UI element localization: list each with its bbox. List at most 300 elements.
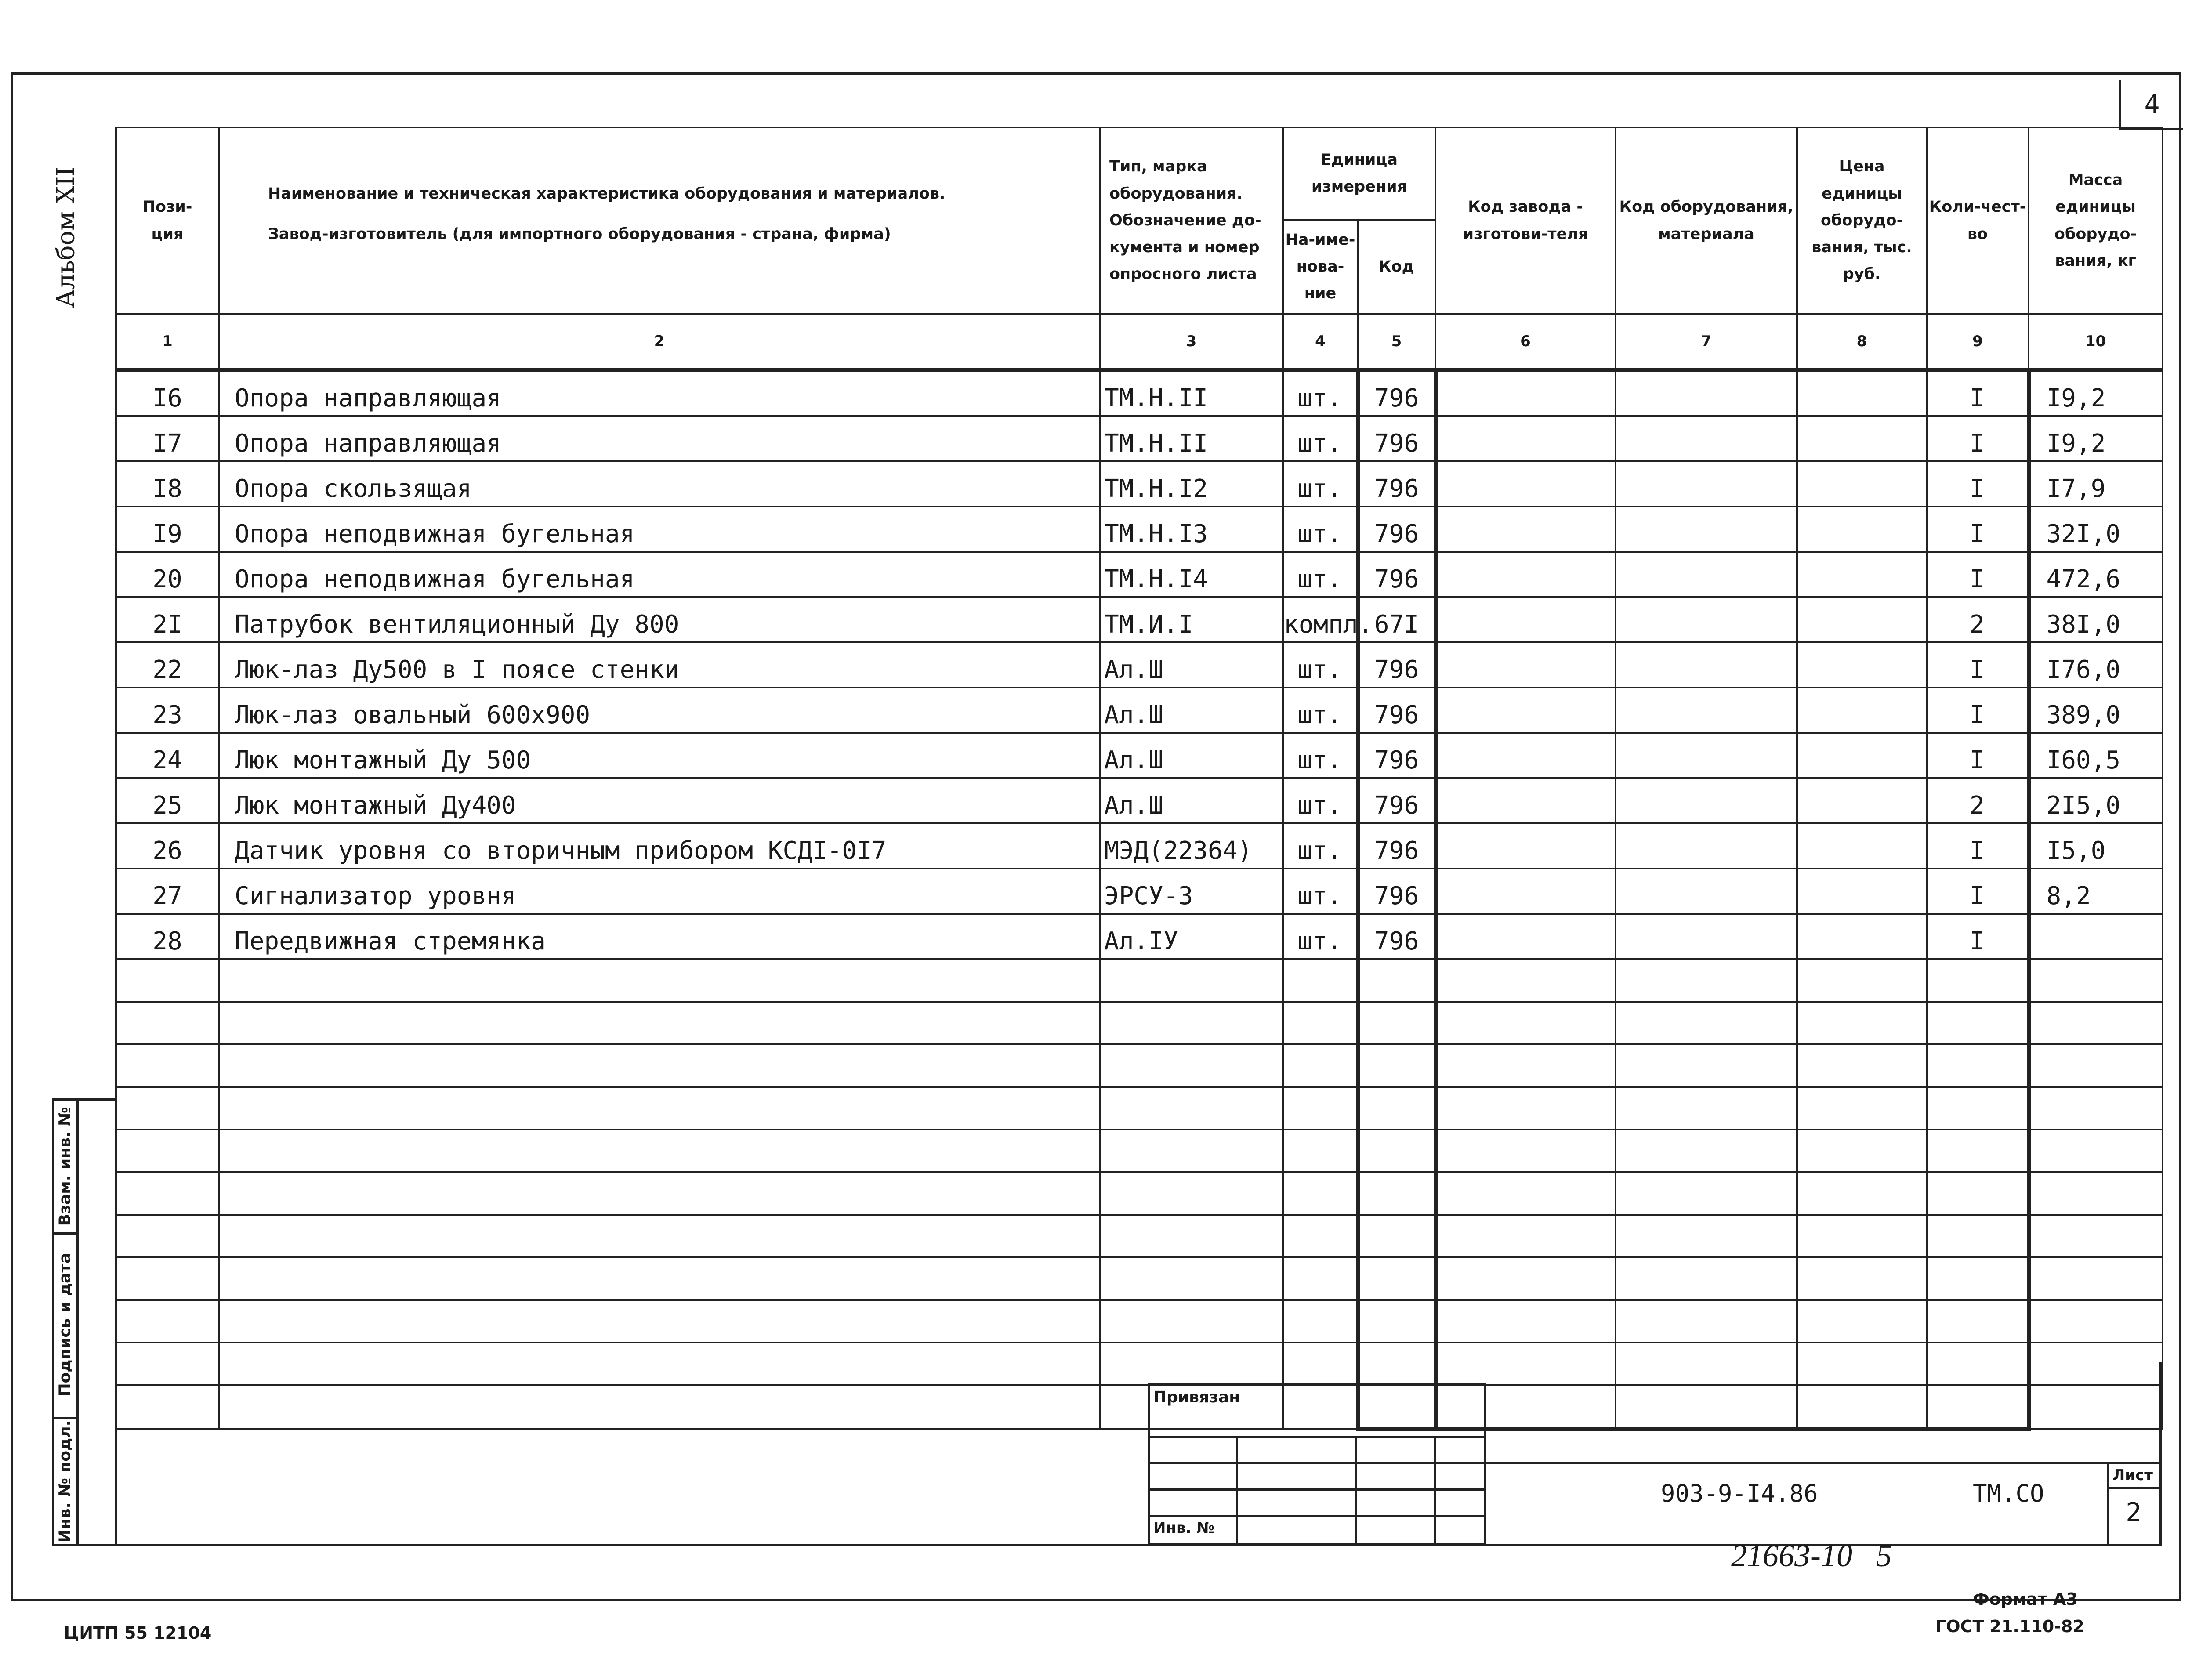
cell-3: Ал.Ш — [1100, 688, 1283, 733]
header-pos: Пози- ция — [116, 127, 219, 314]
cell-3 — [1100, 1172, 1283, 1215]
cell-2 — [219, 1257, 1100, 1300]
column-numbers-row — [116, 314, 2163, 370]
cell-8 — [1797, 597, 1927, 642]
cell-5: 796 — [1358, 869, 1435, 914]
cell-7 — [1616, 597, 1797, 642]
header-equip-code: Код оборудования, материала — [1616, 127, 1797, 314]
cell-4: шт. — [1283, 642, 1358, 688]
cell-7 — [1616, 416, 1797, 461]
cell-8 — [1797, 507, 1927, 552]
privyazan-label: Привязан — [1153, 1388, 1240, 1406]
cell-1 — [116, 1087, 219, 1130]
table-row — [116, 914, 2163, 959]
cell-8 — [1797, 461, 1927, 507]
doc-mark: ТМ.СО — [1973, 1480, 2044, 1507]
header-row — [116, 127, 2163, 220]
empty-row — [116, 1385, 2163, 1429]
cell-7 — [1616, 778, 1797, 823]
cell-1 — [116, 1044, 219, 1087]
cell-7 — [1616, 1385, 1797, 1429]
cell-8 — [1797, 370, 1927, 416]
cell-9: I — [1927, 733, 2029, 778]
header-qty: Коли-чест-во — [1927, 127, 2029, 314]
cell-7 — [1616, 688, 1797, 733]
cell-10: 32I,0 — [2029, 507, 2163, 552]
cell-10 — [2029, 1257, 2163, 1300]
empty-row — [116, 1215, 2163, 1257]
cell-2: Опора направляющая — [219, 370, 1100, 416]
header-unit-name: На-име-нова-ние — [1283, 220, 1358, 314]
cell-1: 25 — [116, 778, 219, 823]
table-row — [116, 597, 2163, 642]
handwritten-archive-number: 21663-10 5 — [1731, 1538, 1892, 1573]
stamp-inv-podl: Инв. № подл. — [56, 1420, 74, 1543]
cell-10: I76,0 — [2029, 642, 2163, 688]
col-num: 10 — [2029, 314, 2163, 370]
cell-3 — [1100, 1215, 1283, 1257]
cell-7 — [1616, 1044, 1797, 1087]
header-maker-code: Код завода - изготови-теля — [1435, 127, 1616, 314]
cell-1 — [116, 1257, 219, 1300]
cell-1: 27 — [116, 869, 219, 914]
cell-8 — [1797, 1300, 1927, 1343]
cell-10: I9,2 — [2029, 416, 2163, 461]
cell-9 — [1927, 959, 2029, 1002]
cell-5 — [1358, 1257, 1435, 1300]
cell-6 — [1435, 733, 1616, 778]
cell-10 — [2029, 1044, 2163, 1087]
cell-9: 2 — [1927, 778, 2029, 823]
cell-9: I — [1927, 642, 2029, 688]
cell-10 — [2029, 1130, 2163, 1172]
cell-1 — [116, 1215, 219, 1257]
cell-10: I5,0 — [2029, 823, 2163, 869]
cell-2 — [219, 1172, 1100, 1215]
col-num: 3 — [1100, 314, 1283, 370]
cell-9 — [1927, 1385, 2029, 1429]
cell-10: 38I,0 — [2029, 597, 2163, 642]
cell-2: Датчик уровня со вторичным прибором КСДI-0I7 — [219, 823, 1100, 869]
cell-7 — [1616, 461, 1797, 507]
cell-4: шт. — [1283, 552, 1358, 597]
cell-8 — [1797, 733, 1927, 778]
cell-4 — [1283, 1215, 1358, 1257]
cell-7 — [1616, 869, 1797, 914]
cell-7 — [1616, 1300, 1797, 1343]
doc-code: 903-9-I4.86 — [1661, 1480, 1818, 1507]
header-type: Тип, марка оборудования. Обозначение до-кумента и номер опросного листа — [1100, 127, 1283, 314]
cell-7 — [1616, 733, 1797, 778]
cell-9 — [1927, 1130, 2029, 1172]
cell-3: Ал.Ш — [1100, 778, 1283, 823]
cell-6 — [1435, 1130, 1616, 1172]
cell-5: 796 — [1358, 552, 1435, 597]
cell-2: Опора направляющая — [219, 416, 1100, 461]
cell-6 — [1435, 461, 1616, 507]
cell-7 — [1616, 1215, 1797, 1257]
cell-5: 796 — [1358, 778, 1435, 823]
cell-7 — [1616, 1087, 1797, 1130]
cell-9: I — [1927, 416, 2029, 461]
cell-8 — [1797, 914, 1927, 959]
cell-10 — [2029, 959, 2163, 1002]
cell-5 — [1358, 1130, 1435, 1172]
cell-6 — [1435, 642, 1616, 688]
cell-2: Сигнализатор уровня — [219, 869, 1100, 914]
format-label: Формат А3 — [1973, 1589, 2078, 1609]
cell-4 — [1283, 959, 1358, 1002]
col-num: 8 — [1797, 314, 1927, 370]
cell-10: 389,0 — [2029, 688, 2163, 733]
cell-4: шт. — [1283, 778, 1358, 823]
cell-3: ЭРСУ-3 — [1100, 869, 1283, 914]
cell-8 — [1797, 1343, 1927, 1385]
cell-6 — [1435, 1087, 1616, 1130]
cell-9: I — [1927, 914, 2029, 959]
cell-9: I — [1927, 688, 2029, 733]
stamp-vzam-inv: Взам. инв. № — [56, 1107, 74, 1226]
cell-8 — [1797, 1044, 1927, 1087]
list-number: 2 — [2126, 1497, 2142, 1528]
cell-6 — [1435, 552, 1616, 597]
header-price: Цена единицы оборудо-вания, тыс. руб. — [1797, 127, 1927, 314]
cell-10 — [2029, 1385, 2163, 1429]
empty-row — [116, 1343, 2163, 1385]
cell-1: I7 — [116, 416, 219, 461]
cell-1: 24 — [116, 733, 219, 778]
cell-9 — [1927, 1300, 2029, 1343]
cell-9: I — [1927, 869, 2029, 914]
empty-row — [116, 959, 2163, 1002]
cell-8 — [1797, 688, 1927, 733]
cell-10 — [2029, 1172, 2163, 1215]
cell-8 — [1797, 1172, 1927, 1215]
cell-9: I — [1927, 370, 2029, 416]
cell-2: Люк-лаз Ду500 в I поясе стенки — [219, 642, 1100, 688]
table-row — [116, 778, 2163, 823]
cell-4: шт. — [1283, 823, 1358, 869]
cell-6 — [1435, 1300, 1616, 1343]
cell-2 — [219, 1087, 1100, 1130]
cell-1: 2I — [116, 597, 219, 642]
cell-3 — [1100, 959, 1283, 1002]
empty-row — [116, 1300, 2163, 1343]
cell-1 — [116, 959, 219, 1002]
table-row — [116, 733, 2163, 778]
cell-5: 67I — [1358, 597, 1435, 642]
cell-6 — [1435, 416, 1616, 461]
cell-4 — [1283, 1300, 1358, 1343]
cell-10 — [2029, 1087, 2163, 1130]
cell-5: 796 — [1358, 642, 1435, 688]
cell-7 — [1616, 823, 1797, 869]
cell-3: Ал.Ш — [1100, 733, 1283, 778]
cell-3: ТМ.Н.I4 — [1100, 552, 1283, 597]
title-block-top — [1486, 1462, 2162, 1464]
cell-9 — [1927, 1215, 2029, 1257]
cell-7 — [1616, 1257, 1797, 1300]
cell-10 — [2029, 914, 2163, 959]
empty-row — [116, 1172, 2163, 1215]
cell-9 — [1927, 1002, 2029, 1044]
cell-5 — [1358, 959, 1435, 1002]
cell-6 — [1435, 1172, 1616, 1215]
cell-7 — [1616, 370, 1797, 416]
empty-row — [116, 1130, 2163, 1172]
table-row — [116, 370, 2163, 416]
cell-7 — [1616, 1002, 1797, 1044]
col-num: 4 — [1283, 314, 1358, 370]
cell-9 — [1927, 1343, 2029, 1385]
col-num: 1 — [116, 314, 219, 370]
cell-3 — [1100, 1002, 1283, 1044]
cell-2 — [219, 1343, 1100, 1385]
cell-5 — [1358, 1300, 1435, 1343]
cell-4 — [1283, 1257, 1358, 1300]
cell-4: шт. — [1283, 370, 1358, 416]
tsitp-label: ЦИТП 55 12104 — [64, 1623, 212, 1643]
cell-10 — [2029, 1343, 2163, 1385]
cell-9 — [1927, 1257, 2029, 1300]
cell-6 — [1435, 688, 1616, 733]
empty-row — [116, 1044, 2163, 1087]
cell-4: шт. — [1283, 507, 1358, 552]
table-row — [116, 688, 2163, 733]
cell-6 — [1435, 778, 1616, 823]
cell-8 — [1797, 1257, 1927, 1300]
table-row — [116, 507, 2163, 552]
cell-2 — [219, 1300, 1100, 1343]
cell-6 — [1435, 597, 1616, 642]
cell-5: 796 — [1358, 823, 1435, 869]
cell-8 — [1797, 959, 1927, 1002]
cell-2 — [219, 959, 1100, 1002]
cell-4: шт. — [1283, 733, 1358, 778]
cell-4: шт. — [1283, 914, 1358, 959]
cell-2: Люк монтажный Ду400 — [219, 778, 1100, 823]
cell-6 — [1435, 823, 1616, 869]
header-unit-code: Код — [1358, 220, 1435, 314]
cell-9 — [1927, 1172, 2029, 1215]
cell-10 — [2029, 1300, 2163, 1343]
cell-6 — [1435, 1002, 1616, 1044]
cell-5 — [1358, 1343, 1435, 1385]
cell-2: Люк монтажный Ду 500 — [219, 733, 1100, 778]
cell-2: Патрубок вентиляционный Ду 800 — [219, 597, 1100, 642]
cell-1: I6 — [116, 370, 219, 416]
cell-2: Опора неподвижная бугельная — [219, 552, 1100, 597]
cell-5 — [1358, 1002, 1435, 1044]
cell-5: 796 — [1358, 914, 1435, 959]
cell-4 — [1283, 1044, 1358, 1087]
cell-1: 26 — [116, 823, 219, 869]
table-row — [116, 642, 2163, 688]
cell-2: Передвижная стремянка — [219, 914, 1100, 959]
cell-6 — [1435, 370, 1616, 416]
cell-1: I9 — [116, 507, 219, 552]
cell-8 — [1797, 1087, 1927, 1130]
cell-3: ТМ.Н.I2 — [1100, 461, 1283, 507]
header-mass: Масса единицы оборудо-вания, кг — [2029, 127, 2163, 314]
cell-3 — [1100, 1130, 1283, 1172]
cell-10 — [2029, 1002, 2163, 1044]
cell-1 — [116, 1002, 219, 1044]
cell-7 — [1616, 1130, 1797, 1172]
cell-3 — [1100, 1343, 1283, 1385]
cell-3: Ал.Ш — [1100, 642, 1283, 688]
cell-3: МЭД(22364) — [1100, 823, 1283, 869]
cell-3: ТМ.Н.II — [1100, 370, 1283, 416]
cell-7 — [1616, 642, 1797, 688]
cell-7 — [1616, 959, 1797, 1002]
col-num: 6 — [1435, 314, 1616, 370]
cell-8 — [1797, 642, 1927, 688]
cell-3: ТМ.Н.I3 — [1100, 507, 1283, 552]
cell-6 — [1435, 1215, 1616, 1257]
stamp-podpis-data: Подпись и дата — [56, 1253, 74, 1397]
cell-9: I — [1927, 461, 2029, 507]
cell-4: шт. — [1283, 688, 1358, 733]
cell-2: Люк-лаз овальный 600х900 — [219, 688, 1100, 733]
cell-6 — [1435, 869, 1616, 914]
inv-no-label: Инв. № — [1153, 1519, 1215, 1537]
table-row — [116, 461, 2163, 507]
cell-4 — [1283, 1172, 1358, 1215]
cell-5 — [1358, 1172, 1435, 1215]
cell-4 — [1283, 1087, 1358, 1130]
cell-5: 796 — [1358, 733, 1435, 778]
table-row — [116, 416, 2163, 461]
cell-6 — [1435, 1343, 1616, 1385]
table-row — [116, 823, 2163, 869]
album-label: Альбом XII — [51, 167, 80, 308]
cell-8 — [1797, 1130, 1927, 1172]
specification-table — [115, 127, 2163, 1431]
cell-2 — [219, 1215, 1100, 1257]
cell-3 — [1100, 1300, 1283, 1343]
empty-row — [116, 1257, 2163, 1300]
cell-6 — [1435, 1257, 1616, 1300]
cell-5: 796 — [1358, 370, 1435, 416]
cell-7 — [1616, 1343, 1797, 1385]
cell-1 — [116, 1343, 219, 1385]
cell-5 — [1358, 1215, 1435, 1257]
table-row — [116, 869, 2163, 914]
col-num: 9 — [1927, 314, 2029, 370]
cell-1: 20 — [116, 552, 219, 597]
cell-4: шт. — [1283, 461, 1358, 507]
page-number: 4 — [2144, 89, 2160, 119]
cell-8 — [1797, 1002, 1927, 1044]
cell-5: 796 — [1358, 688, 1435, 733]
cell-9: 2 — [1927, 597, 2029, 642]
cell-10: 8,2 — [2029, 869, 2163, 914]
cell-2: Опора неподвижная бугельная — [219, 507, 1100, 552]
cell-1: 23 — [116, 688, 219, 733]
header-unit-group: Единица измерения — [1283, 127, 1435, 220]
cell-6 — [1435, 507, 1616, 552]
cell-5: 796 — [1358, 461, 1435, 507]
list-label: Лист — [2112, 1466, 2153, 1484]
cell-4 — [1283, 1130, 1358, 1172]
cell-8 — [1797, 778, 1927, 823]
table-row — [116, 552, 2163, 597]
cell-10: I60,5 — [2029, 733, 2163, 778]
cell-7 — [1616, 507, 1797, 552]
col-num: 2 — [219, 314, 1100, 370]
cell-1: 22 — [116, 642, 219, 688]
table-body — [116, 370, 2163, 1429]
cell-9 — [1927, 1044, 2029, 1087]
cell-10: 2I5,0 — [2029, 778, 2163, 823]
col-num: 7 — [1616, 314, 1797, 370]
cell-1 — [116, 1130, 219, 1172]
cell-5 — [1358, 1044, 1435, 1087]
cell-3 — [1100, 1087, 1283, 1130]
cell-8 — [1797, 1385, 1927, 1429]
empty-row — [116, 1002, 2163, 1044]
cell-2 — [219, 1044, 1100, 1087]
cell-4 — [1283, 1343, 1358, 1385]
cell-7 — [1616, 552, 1797, 597]
cell-8 — [1797, 869, 1927, 914]
cell-10: I9,2 — [2029, 370, 2163, 416]
cell-1 — [116, 1300, 219, 1343]
cell-8 — [1797, 552, 1927, 597]
cell-8 — [1797, 416, 1927, 461]
cell-1: I8 — [116, 461, 219, 507]
cell-8 — [1797, 1215, 1927, 1257]
cell-2 — [219, 1130, 1100, 1172]
gost-label: ГОСТ 21.110-82 — [1935, 1617, 2084, 1636]
cell-2: Опора скользящая — [219, 461, 1100, 507]
cell-1: 28 — [116, 914, 219, 959]
cell-4: шт. — [1283, 869, 1358, 914]
cell-3 — [1100, 1044, 1283, 1087]
cell-9: I — [1927, 507, 2029, 552]
empty-row — [116, 1087, 2163, 1130]
cell-3: ТМ.И.I — [1100, 597, 1283, 642]
cell-3 — [1100, 1257, 1283, 1300]
cell-1 — [116, 1385, 219, 1429]
cell-6 — [1435, 959, 1616, 1002]
cell-2 — [219, 1385, 1100, 1429]
cell-4: шт. — [1283, 416, 1358, 461]
cell-4: компл. — [1283, 597, 1358, 642]
header-name: Наименование и техническая характеристика оборудования и материалов. Завод-изготовитель (для импортного оборудования - страна, фирма) — [219, 127, 1100, 314]
cell-9: I — [1927, 552, 2029, 597]
cell-5: 796 — [1358, 507, 1435, 552]
cell-10: 472,6 — [2029, 552, 2163, 597]
cell-9 — [1927, 1087, 2029, 1130]
cell-3: Ал.IУ — [1100, 914, 1283, 959]
cell-7 — [1616, 1172, 1797, 1215]
cell-5 — [1358, 1087, 1435, 1130]
cell-10: I7,9 — [2029, 461, 2163, 507]
col-num: 5 — [1358, 314, 1435, 370]
cell-3: ТМ.Н.II — [1100, 416, 1283, 461]
cell-5: 796 — [1358, 416, 1435, 461]
cell-1 — [116, 1172, 219, 1215]
cell-6 — [1435, 914, 1616, 959]
page-number-box — [2119, 80, 2183, 130]
cell-7 — [1616, 914, 1797, 959]
cell-6 — [1435, 1044, 1616, 1087]
cell-8 — [1797, 823, 1927, 869]
cell-2 — [219, 1002, 1100, 1044]
cell-10 — [2029, 1215, 2163, 1257]
